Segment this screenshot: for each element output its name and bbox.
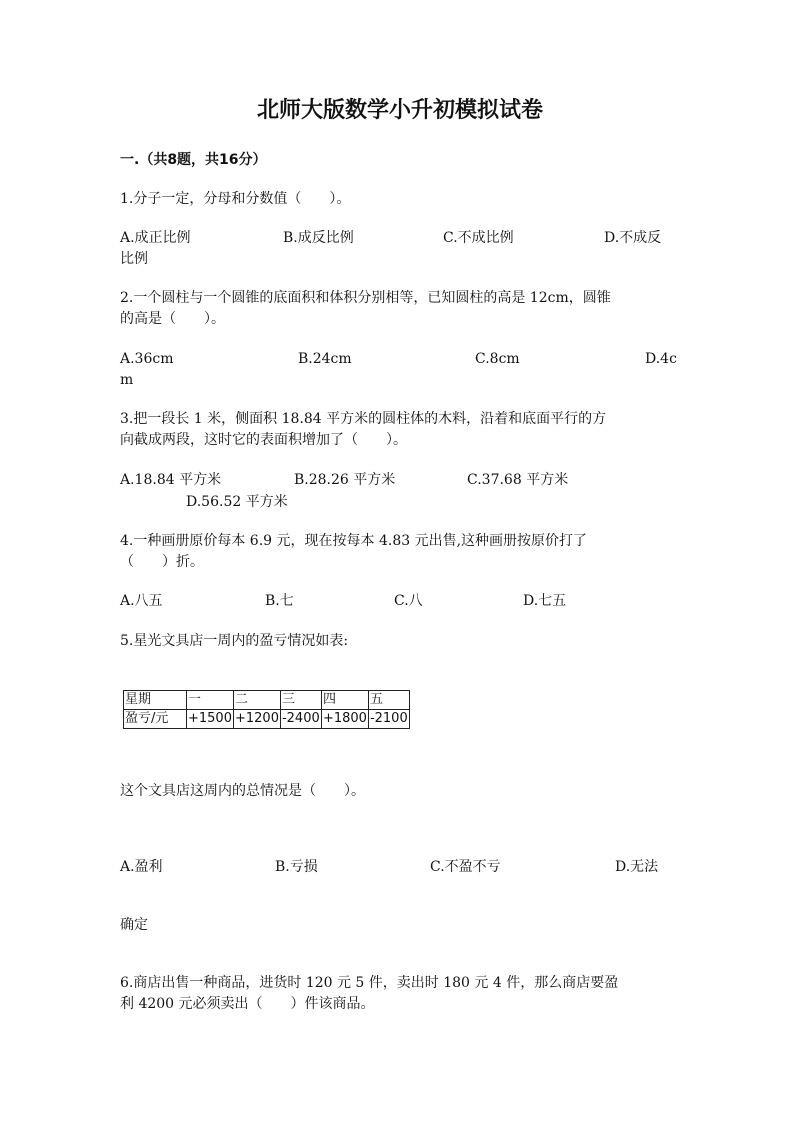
table-row bbox=[124, 710, 410, 729]
q6-stem-line2: 利 4200 元必须卖出（ ）件该商品。 bbox=[120, 996, 375, 1012]
q5-option-b[interactable]: B.亏损 bbox=[275, 859, 318, 875]
q4-option-a[interactable]: A.八五 bbox=[120, 593, 163, 609]
table-cell: 一 bbox=[187, 691, 234, 710]
q1-option-d-wrap: 比例 bbox=[120, 251, 148, 267]
table-cell: +1200 bbox=[233, 710, 280, 729]
table-cell: 四 bbox=[321, 691, 368, 710]
table-cell: 五 bbox=[368, 691, 409, 710]
q3-stem-line2: 向截成两段，这时它的表面积增加了（ ）。 bbox=[120, 432, 407, 448]
table-cell: 三 bbox=[280, 691, 321, 710]
table-cell: +1800 bbox=[321, 710, 368, 729]
q2-option-d[interactable]: D.4c bbox=[645, 351, 677, 367]
q2-option-b[interactable]: B.24cm bbox=[298, 351, 352, 367]
q1-stem: 1.分子一定，分母和分数值（ ）。 bbox=[120, 191, 351, 207]
table-cell: +1500 bbox=[187, 710, 234, 729]
table-row bbox=[124, 691, 410, 710]
q5-option-c[interactable]: C.不盈不亏 bbox=[430, 859, 501, 875]
q1-option-a[interactable]: A.成正比例 bbox=[120, 230, 191, 246]
table-cell: 二 bbox=[233, 691, 280, 710]
q4-stem-line1: 4.一种画册原价每本 6.9 元，现在按每本 4.83 元出售,这种画册按原价打了 bbox=[120, 533, 588, 549]
q5-question: 这个文具店这周内的总情况是（ ）。 bbox=[120, 783, 365, 799]
q1-option-d[interactable]: D.不成反 bbox=[604, 230, 662, 246]
q4-option-c[interactable]: C.八 bbox=[394, 593, 423, 609]
q3-option-a[interactable]: A.18.84 平方米 bbox=[120, 472, 222, 488]
table-cell: 星期 bbox=[124, 691, 187, 710]
q5-option-a[interactable]: A.盈利 bbox=[120, 859, 163, 875]
q2-stem-line1: 2.一个圆柱与一个圆锥的底面积和体积分别相等，已知圆柱的高是 12cm，圆锥 bbox=[120, 290, 611, 306]
profit-loss-table bbox=[123, 690, 410, 729]
q4-option-d[interactable]: D.七五 bbox=[523, 593, 567, 609]
q5-option-d-wrap: 确定 bbox=[120, 917, 148, 933]
q2-option-d-wrap: m bbox=[120, 372, 134, 388]
q3-option-c[interactable]: C.37.68 平方米 bbox=[467, 472, 569, 488]
table-cell: -2400 bbox=[280, 710, 321, 729]
q2-option-c[interactable]: C.8cm bbox=[475, 351, 520, 367]
q4-option-b[interactable]: B.七 bbox=[265, 593, 294, 609]
q1-option-b[interactable]: B.成反比例 bbox=[283, 230, 354, 246]
section-heading: 一.（共8题，共16分） bbox=[120, 152, 267, 168]
q2-stem-line2: 的高是（ ）。 bbox=[120, 311, 225, 327]
q5-stem: 5.星光文具店一周内的盈亏情况如表: bbox=[120, 633, 349, 649]
q1-option-c[interactable]: C.不成比例 bbox=[443, 230, 514, 246]
q5-option-d[interactable]: D.无法 bbox=[615, 859, 659, 875]
q2-option-a[interactable]: A.36cm bbox=[120, 351, 174, 367]
q3-stem-line1: 3.把一段长 1 米，侧面积 18.84 平方米的圆柱体的木料，沿着和底面平行的方 bbox=[120, 411, 607, 427]
table-cell: 盈亏/元 bbox=[124, 710, 187, 729]
q6-stem-line1: 6.商店出售一种商品，进货时 120 元 5 件，卖出时 180 元 4 件，那么商店要盈 bbox=[120, 975, 619, 991]
q4-stem-line2: （ ）折。 bbox=[120, 554, 204, 570]
exam-title: 北师大版数学小升初模拟试卷 bbox=[256, 98, 543, 123]
q3-option-b[interactable]: B.28.26 平方米 bbox=[294, 472, 396, 488]
q3-option-d[interactable]: D.56.52 平方米 bbox=[186, 494, 288, 510]
table-cell: -2100 bbox=[368, 710, 409, 729]
